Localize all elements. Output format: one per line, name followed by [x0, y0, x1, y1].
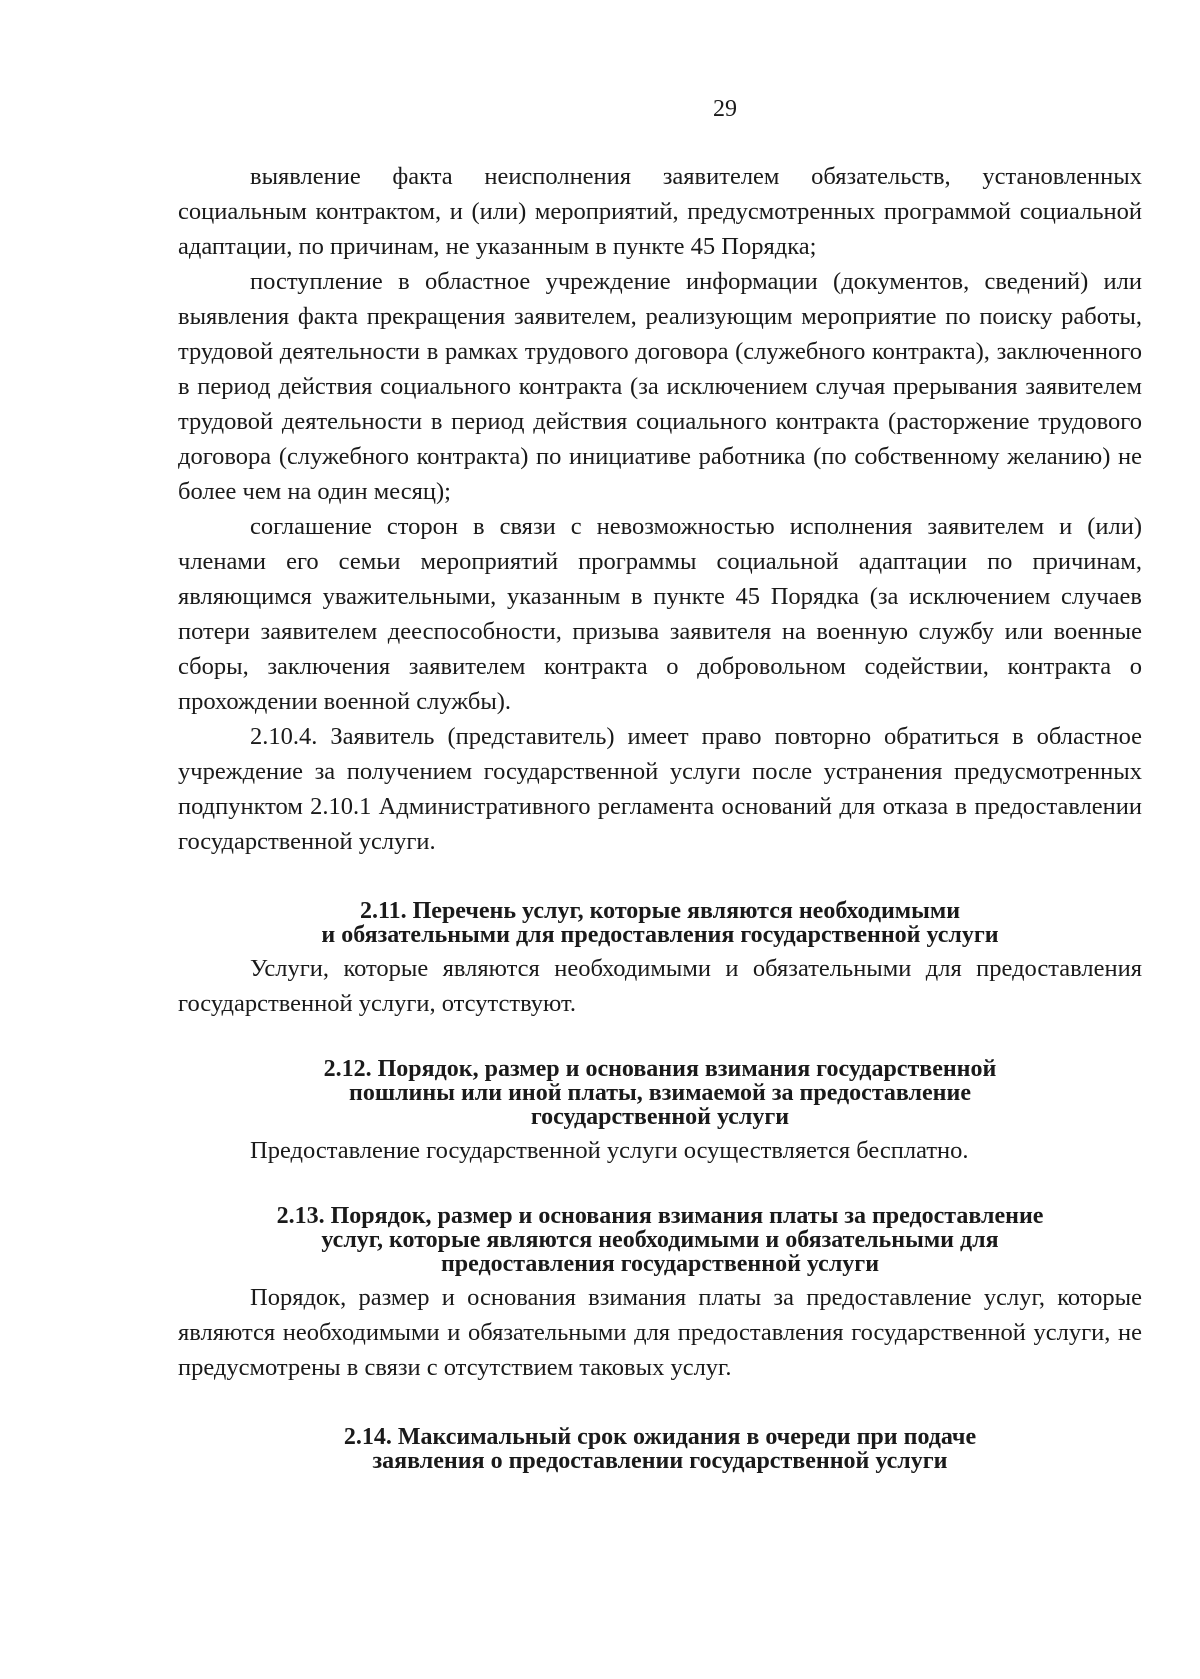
heading-line: услуг, которые являются необходимыми и обязательными для [321, 1227, 999, 1253]
page-number: 29 [713, 96, 737, 122]
section-2-14-heading [178, 1425, 1142, 1473]
paragraph-nonfulfillment: выявление факта неисполнения заявителем обязательств, установленных социальным контрактом, и (или) мероприятий, предусмотренных программой социальной адаптации, по причинам, не указанным в пункте 45 Порядка; [178, 163, 1142, 260]
section-2-13-heading [178, 1204, 1142, 1276]
paragraph-agreement-of-parties: соглашение сторон в связи с невозможностью исполнения заявителем и (или) членами его семьи мероприятий программы социальной адаптации по причинам, являющимся уважительными, указанным в пункте 45 Порядка (за исключением случаев потери заявителем дееспособности, призыва заявителя на военную службу или военные сборы, заключения заявителем контракта о добровольном содействии, контракта о прохождении военной службы). [178, 513, 1142, 715]
heading-line: 2.14. Максимальный срок ожидания в очереди при подаче [343, 1424, 977, 1450]
heading-line: и обязательными для предоставления государственной услуги [321, 922, 999, 948]
paragraph-employment-termination: поступление в областное учреждение информации (документов, сведений) или выявления факта прекращения заявителем, реализующим мероприятие по поиску работы, трудовой деятельности в рамках трудового договора (служебного контракта), заключенного в период действия социального контракта (за исключением случая прерывания заявителем трудовой деятельности в период действия социального контракта (расторжение трудового договора (служебного контракта) по инициативе работника (по собственному желанию) не более чем на один месяц); [178, 268, 1142, 505]
heading-line: заявления о предоставлении государственной услуги [372, 1448, 948, 1474]
document-page [178, 96, 1142, 1473]
section-2-12-heading [178, 1057, 1142, 1129]
section-2-13-paragraph: Порядок, размер и основания взимания платы за предоставление услуг, которые являются необходимыми и обязательными для предоставления государственной услуги, не предусмотрены в связи с отсутствием таковых услуг. [178, 1284, 1142, 1381]
heading-line: 2.11. Перечень услуг, которые являются необходимыми [359, 898, 961, 924]
heading-line: пошлины или иной платы, взимаемой за предоставление [349, 1080, 971, 1106]
section-2-11-heading [178, 899, 1142, 947]
heading-line: 2.12. Порядок, размер и основания взимания государственной [323, 1056, 997, 1082]
heading-line: предоставления государственной услуги [440, 1251, 880, 1277]
paragraph-2-10-4: 2.10.4. Заявитель (представитель) имеет право повторно обратиться в областное учреждение за получением государственной услуги после устранения предусмотренных подпунктом 2.10.1 Административного регламента оснований для отказа в предоставлении государственной услуги. [178, 723, 1142, 855]
heading-line: 2.13. Порядок, размер и основания взимания платы за предоставление [276, 1203, 1044, 1229]
section-2-11-paragraph: Услуги, которые являются необходимыми и обязательными для предоставления государственной услуги, отсутствуют. [178, 955, 1142, 1017]
heading-line: государственной услуги [530, 1104, 790, 1130]
section-2-12-paragraph: Предоставление государственной услуги осуществляется бесплатно. [250, 1137, 969, 1164]
